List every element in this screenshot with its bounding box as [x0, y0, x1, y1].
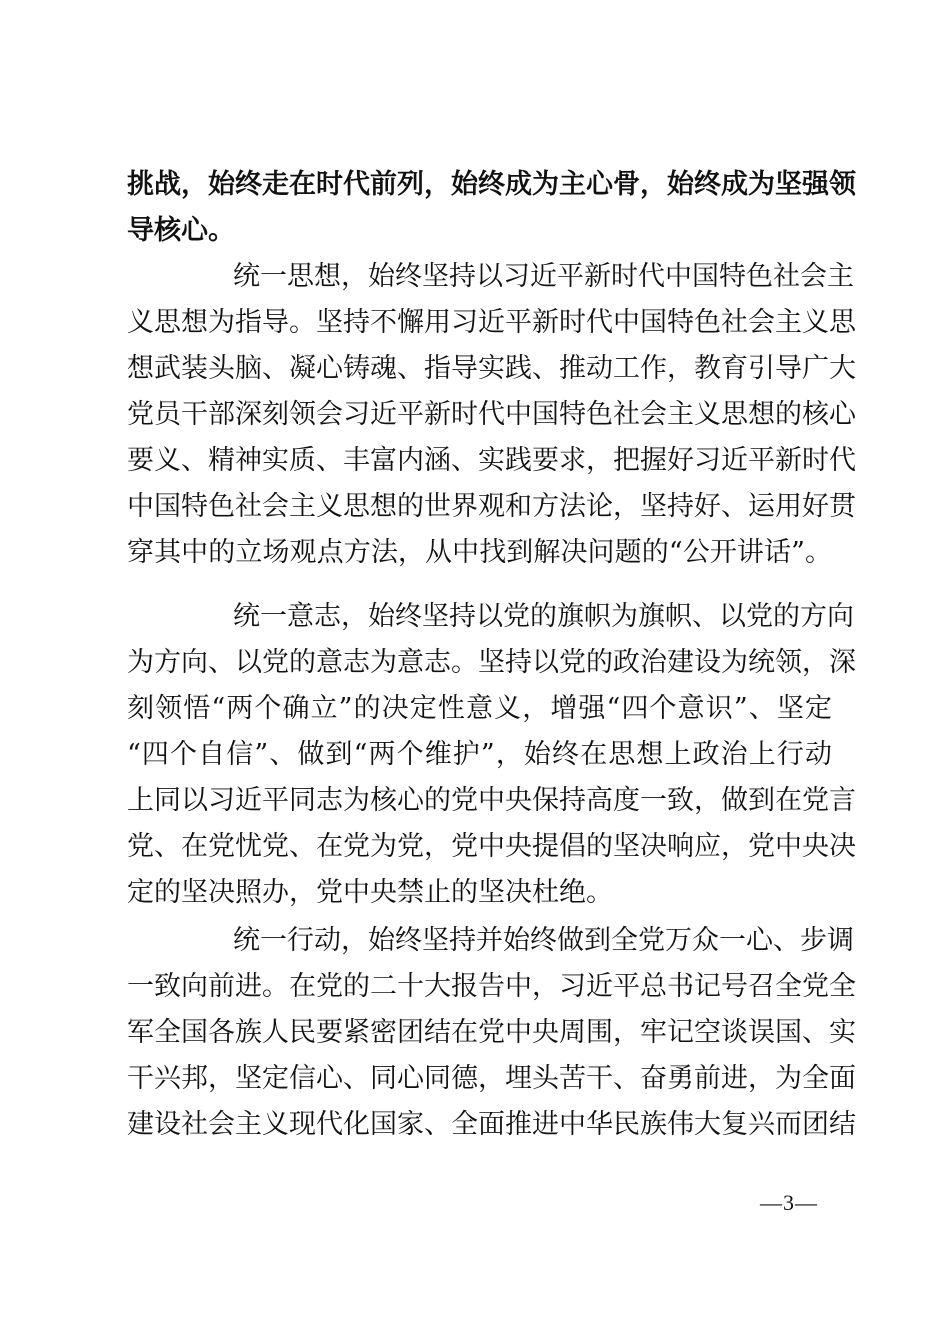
- text-line: 导核心。: [127, 215, 235, 246]
- text-line: 定的坚决照办，党中央禁止的坚决杜绝。: [127, 877, 613, 908]
- text-line: 挑战，始终走在时代前列，始终成为主心骨，始终成为坚强领: [127, 169, 856, 200]
- paragraph-first-line: 统一行动，始终坚持并始终做到全党万众一心、步调: [233, 925, 854, 956]
- paragraph-first-line: 统一思想，始终坚持以习近平新时代中国特色社会主: [233, 261, 854, 292]
- text-line: “四个自信”、做到“两个维护”，始终在思想上政治上行动: [127, 739, 832, 770]
- text-line: 党、在党忧党、在党为党，党中央提倡的坚决响应，党中央决: [127, 831, 856, 862]
- page-number: —3—: [760, 1190, 818, 1215]
- text-line: 义思想为指导。坚持不懈用习近平新时代中国特色社会主义思: [127, 307, 856, 338]
- text-line: 为方向、以党的意志为意志。坚持以党的政治建设为统领，深: [127, 647, 856, 678]
- text-line: 干兴邦，坚定信心、同心同德，埋头苦干、奋勇前进，为全面: [127, 1063, 856, 1094]
- text-line: 党员干部深刻领会习近平新时代中国特色社会主义思想的核心: [127, 399, 856, 430]
- text-line: 军全国各族人民要紧密团结在党中央周围，牢记空谈误国、实: [127, 1017, 856, 1048]
- text-line: 穿其中的立场观点方法，从中找到解决问题的“公开讲话”。: [127, 537, 832, 568]
- text-line: 上同以习近平同志为核心的党中央保持高度一致，做到在党言: [127, 785, 856, 816]
- paragraph-first-line: 统一意志，始终坚持以党的旗帜为旗帜、以党的方向: [233, 601, 854, 632]
- text-line: 建设社会主义现代化国家、全面推进中华民族伟大复兴而团结: [127, 1109, 856, 1140]
- text-line: 一致向前进。在党的二十大报告中，习近平总书记号召全党全: [127, 971, 856, 1002]
- text-line: 中国特色社会主义思想的世界观和方法论，坚持好、运用好贯: [127, 491, 856, 522]
- text-line: 刻领悟“两个确立”的决定性意义，增强“四个意识”、坚定: [127, 693, 832, 724]
- text-line: 要义、精神实质、丰富内涵、实践要求，把握好习近平新时代: [127, 445, 856, 476]
- text-line: 想武装头脑、凝心铸魂、指导实践、推动工作，教育引导广大: [127, 353, 856, 384]
